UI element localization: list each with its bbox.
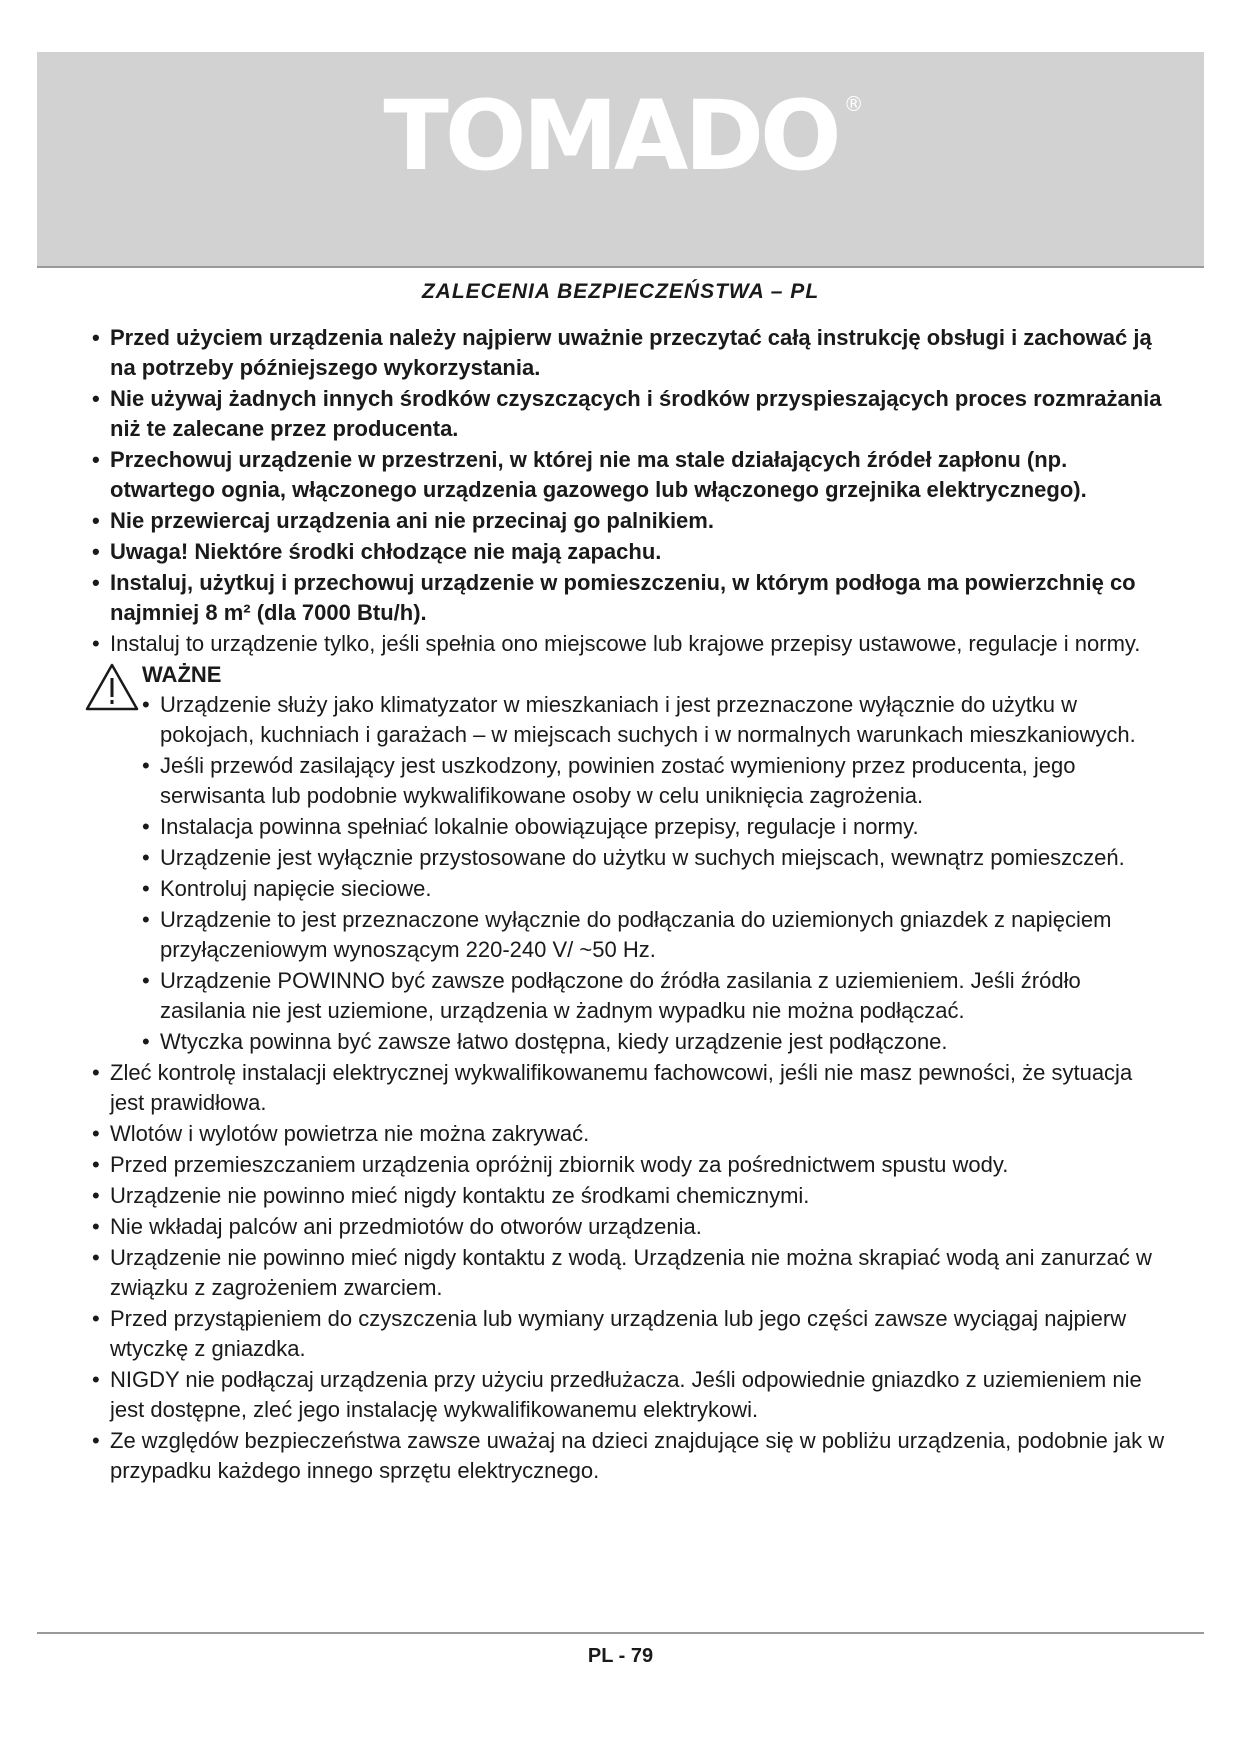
list-item: • Kontroluj napięcie sieciowe.: [142, 874, 1172, 904]
safety-instructions: [92, 323, 1172, 1487]
list-item: • Przed przemieszczaniem urządzenia opróżnij zbiornik wody za pośrednictwem spustu wody.: [92, 1150, 1172, 1180]
warning-triangle-icon: [84, 662, 140, 712]
list-item: • Zleć kontrolę instalacji elektrycznej wykwalifikowanemu fachowcowi, jeśli nie masz pewności, że sytuacja jest prawidłowa.: [92, 1058, 1172, 1118]
list-item: • Przed przystąpieniem do czyszczenia lub wymiany urządzenia lub jego części zawsze wyciągaj najpierw wtyczkę z gniazdka.: [92, 1304, 1172, 1364]
list-item: • Jeśli przewód zasilający jest uszkodzony, powinien zostać wymieniony przez producenta, jego serwisanta lub podobnie wykwalifikowane osoby w celu uniknięcia zagrożenia.: [142, 751, 1172, 811]
list-item: • Urządzenie jest wyłącznie przystosowane do użytku w suchych miejscach, wewnątrz pomieszczeń.: [142, 843, 1172, 873]
logo-text: TOMADO: [383, 80, 838, 192]
list-item: • Instalacja powinna spełniać lokalnie obowiązujące przepisy, regulacje i normy.: [142, 812, 1172, 842]
list-item: • Instaluj to urządzenie tylko, jeśli spełnia ono miejscowe lub krajowe przepisy ustawowe, regulacje i normy.: [92, 629, 1172, 659]
bold-items-list: [92, 323, 1172, 628]
brand-logo: [37, 80, 1204, 192]
list-item: • Przed użyciem urządzenia należy najpierw uważnie przeczytać całą instrukcję obsługi i zachować ją na potrzeby późniejszego wykorzystania.: [92, 323, 1172, 383]
list-item: • Przechowuj urządzenie w przestrzeni, w której nie ma stale działających źródeł zapłonu (np. otwartego ognia, włączonego urządzenia gazowego lub włączonego grzejnika elektrycznego).: [92, 445, 1172, 505]
list-item: • Wlotów i wylotów powietrza nie można zakrywać.: [92, 1119, 1172, 1149]
list-item: • Uwaga! Niektóre środki chłodzące nie mają zapachu.: [92, 537, 1172, 567]
page-number: PL - 79: [587, 1645, 654, 1667]
list-item: • NIGDY nie podłączaj urządzenia przy użyciu przedłużacza. Jeśli odpowiednie gniazdko z uziemieniem nie jest dostępne, zleć jego instalację wykwalifikowanemu elektrykowi.: [92, 1365, 1172, 1425]
list-item: • Urządzenie nie powinno mieć nigdy kontaktu ze środkami chemicznymi.: [92, 1181, 1172, 1211]
list-item: • Wtyczka powinna być zawsze łatwo dostępna, kiedy urządzenie jest podłączone.: [142, 1027, 1172, 1057]
list-item: • Nie wkładaj palców ani przedmiotów do otworów urządzenia.: [92, 1212, 1172, 1242]
list-item: • Ze względów bezpieczeństwa zawsze uważaj na dzieci znajdujące się w pobliżu urządzenia, podobnie jak w przypadku każdego innego sprzętu elektrycznego.: [92, 1426, 1172, 1486]
list-item: • Urządzenie POWINNO być zawsze podłączone do źródła zasilania z uziemieniem. Jeśli źródło zasilania nie jest uziemione, urządzenia w żadnym wypadku nie można podłączać.: [142, 966, 1172, 1026]
list-item: • Urządzenie nie powinno mieć nigdy kontaktu z wodą. Urządzenia nie można skrapiać wodą ani zanurzać w związku z zagrożeniem zwarciem.: [92, 1243, 1172, 1303]
list-item: • Urządzenie służy jako klimatyzator w mieszkaniach i jest przeznaczone wyłącznie do użytku w pokojach, kuchniach i garażach – w miejscach suchych i w normalnych warunkach mieszkaniowych.: [142, 690, 1172, 750]
list-item: • Urządzenie to jest przeznaczone wyłącznie do podłączania do uziemionych gniazdek z napięciem przyłączeniowym wynoszącym 220-240 V/ ~50 Hz.: [142, 905, 1172, 965]
important-section: [142, 660, 1172, 1057]
list-item: • Nie przewiercaj urządzenia ani nie przecinaj go palnikiem.: [92, 506, 1172, 536]
registered-mark: ®: [843, 92, 864, 116]
list-item: • Instaluj, użytkuj i przechowuj urządzenie w pomieszczeniu, w którym podłoga ma powierzchnię co najmniej 8 m² (dla 7000 Btu/h).: [92, 568, 1172, 628]
important-heading: WAŻNE: [142, 662, 222, 687]
list-item: • Nie używaj żadnych innych środków czyszczących i środków przyspieszających proces rozmrażania niż te zalecane przez producenta.: [92, 384, 1172, 444]
header-band: [37, 52, 1204, 268]
footer-divider: [37, 1632, 1204, 1634]
page-title: ZALECENIA BEZPIECZEŃSTWA – PL: [421, 280, 820, 303]
